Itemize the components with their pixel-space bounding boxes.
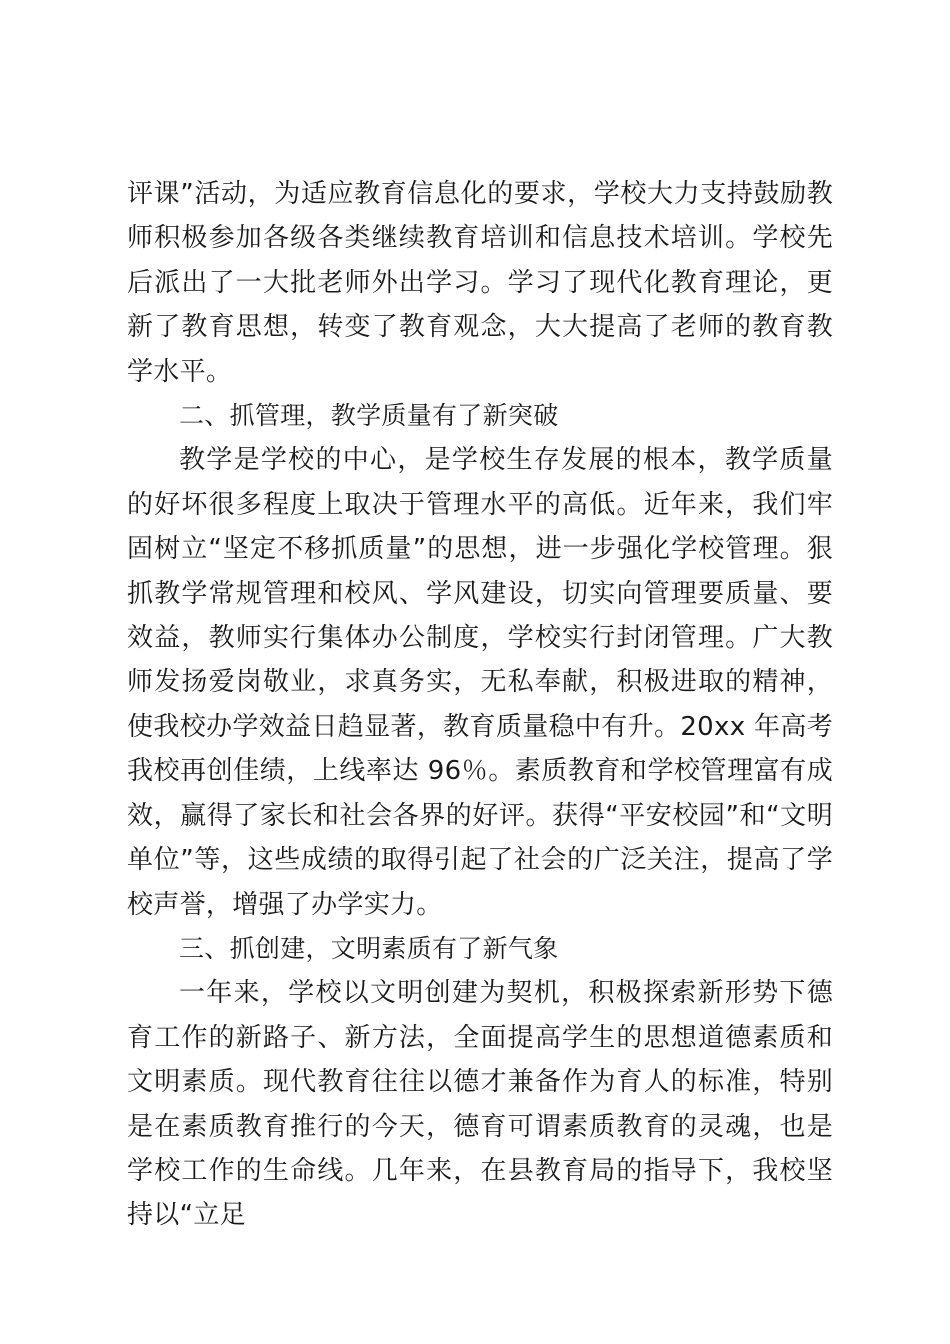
document-body — [127, 172, 833, 1238]
paragraph-civilization: 一年来，学校以文明创建为契机，积极探索新形势下德育工作的新路子、新方法，全面提高学生的思想道德素质和文明素质。现代教育往往以德才兼备作为育人的标准，特别是在素质教育推行的今天，德育可谓素质教育的灵魂，也是学校工作的生命线。几年来，在县教育局的指导下，我校坚持以“立足 — [127, 978, 833, 1231]
paragraph-management: 教学是学校的中心，是学校生存发展的根本，教学质量的好坏很多程度上取决于管理水平的高低。近年来，我们牢固树立“坚定不移抓质量”的思想，进一步强化学校管理。狠抓教学常规管理和校风、学风建设，切实向管理要质量、要效益，教师实行集体办公制度，学校实行封闭管理。广大教师发扬爱岗敬业，求真务实，无私奉献，积极进取的精神，使我校办学效益日趋显著，教育质量稳中有升。20xx 年高考我校再创佳绩，上线率达 96％。素质教育和学校管理富有成效，赢得了家长和社会各界的好评。获得“平安校园”和“文明单位”等，这些成绩的取得引起了社会的广泛关注，提高了学校声誉，增强了办学实力。 — [127, 445, 833, 920]
section-heading-management: 二、抓管理，教学质量有了新突破 — [179, 401, 559, 431]
section-heading-civilization: 三、抓创建，文明素质有了新气象 — [179, 933, 559, 963]
paragraph-continuation: 评课”活动，为适应教育信息化的要求，学校大力支持鼓励教师积极参加各级各类继续教育培训和信息技术培训。学校先后派出了一大批老师外出学习。学习了现代化教育理论，更新了教育思想，转变了教育观念，大大提高了老师的教育教学水平。 — [127, 179, 833, 387]
